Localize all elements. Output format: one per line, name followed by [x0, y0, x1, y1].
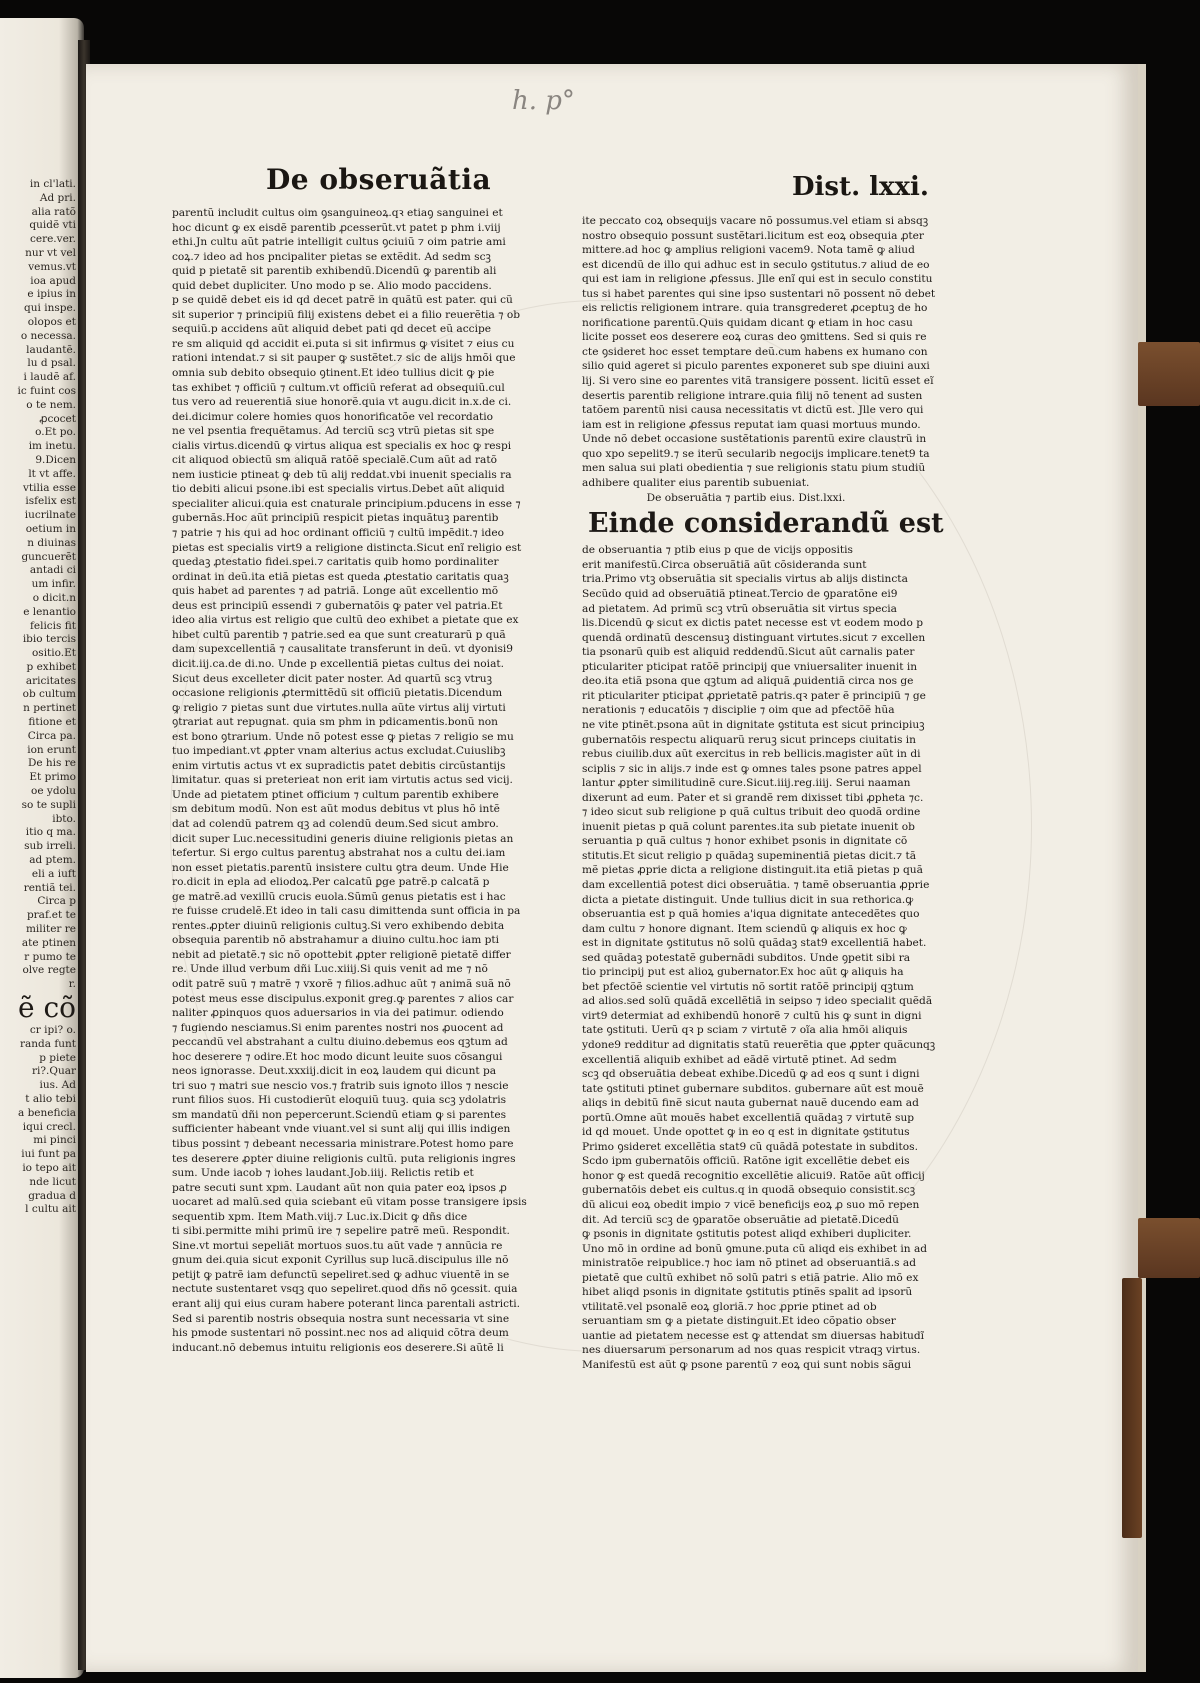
text-line: nectute sustentaret vsqꝫ quo sepeliret.quod dñs nõ ꝯcessit. quia [172, 1283, 518, 1296]
text-line: licite posset eos deserere eoꝝ curas deo ꝯmittens. Sed si quis re [582, 331, 927, 344]
text-line: Sicut deus excelleter dicit pater noster. Ad quartũ scꝫ vtruꝫ [172, 672, 493, 685]
left-page-line: ibio tercis [22, 633, 76, 646]
text-line: Manifestũ est aũt ꝙ psone parentũ ⁊ eoꝝ qui sunt nobis sãgui [582, 1359, 912, 1372]
left-page-line: o.Et po. [35, 426, 76, 439]
text-line: seruantiam sm ꝙ a pietate distinguit.Et ideo cõpatio obser [582, 1315, 896, 1328]
left-page-line: qui inspe. [24, 302, 76, 315]
text-line: tio debiti alicui psone.ibi est specialis virtus.Debet aũt aliquid [172, 483, 505, 496]
text-line: eis relictis religionem intrare. quia transgrederet ꝓceptuꝫ de ho [582, 302, 928, 315]
left-page-line: n pertinet [23, 702, 76, 715]
binding-edge [1122, 1278, 1142, 1538]
text-line: tri suo ⁊ matri sue nescio vos.⁊ fratrib suis ignoto illos ⁊ nescie [172, 1079, 509, 1092]
text-line: ordinat in deũ.ita etiã pietas est queda ꝓtestatio caritatis quaꝫ [172, 570, 509, 583]
text-line: tes deserere ꝓpter diuine religionis cultũ. puta religionis ingres [172, 1152, 516, 1165]
text-line: ge matrẽ.ad vexillũ crucis euola.Sũmũ genus pietatis est i hac [172, 890, 506, 903]
left-page-line: olve regte [22, 964, 76, 977]
text-line: dicta a pietate distinguit. Unde tullius dicit in sua rethorica.ꝙ [582, 893, 914, 906]
text-line: nostro obsequio possunt sustẽtari.licitum est eoꝝ obsequia ꝓter [582, 229, 924, 242]
left-page-display: ẽ cõ [17, 991, 76, 1025]
text-line: tate ꝯstituti. Uerũ qꝛ p sciam ⁊ virtutẽ ⁊ oĩa alia hmõi aliquis [582, 1024, 908, 1037]
left-page-line: mi pinci [33, 1134, 76, 1147]
text-line: sciplis ⁊ sic in alijs.⁊ inde est ꝙ omnes tales psone patres appel [582, 762, 922, 775]
text-line: dam supexcellentiã ⁊ causalitate transferunt in deũ. vt dyonisi9 [172, 643, 514, 656]
text-line: qui est iam in religione ꝓfessus. Jlle enĩ qui est in seculo constitu [582, 273, 933, 286]
margin-note: h. p° [512, 86, 575, 116]
text-line: dat ad colendũ patrem qꝫ ad colendũ deum.Sed sicut ambro. [172, 817, 499, 830]
text-line: de obseruantia ⁊ ptib eius p que de vicijs oppositis [582, 544, 853, 557]
text-line: dicit.iij.ca.de di.no. Unde p excellentiã pietas cultus dei noiat. [172, 657, 505, 670]
text-line: quedaꝫ ꝓtestatio fidei.spei.⁊ caritatis quib homo pordinaliter [172, 556, 499, 569]
text-line: tefertur. Si ergo cultus parentuꝫ abstrahat nos a cultu dei.iam [172, 847, 506, 860]
text-line: limitatur. quas si preterieat non erit iam virtutis actus sed vicij. [172, 774, 513, 787]
text-line: deo.ita etiã psona que qꝫtum ad aliquã ꝓuidentiã circa nos ge [582, 675, 914, 688]
text-line: est bono ꝯtrarium. Unde nõ potest esse ꝙ pietas ⁊ religio se mu [172, 730, 514, 743]
text-line: non esset pietatis.parentũ insistere cultu ꝯtra deum. Unde Hie [172, 861, 509, 874]
text-line: parentũ includit cultus oim ꝯsanguineoꝝ.qꝛ etiaꝯ sanguinei et [172, 207, 503, 219]
text-line: bet pfectõẽ scientie vel virtutis nõ sortit ratõẽ principij qꝫtum [582, 980, 914, 993]
binding-strap-bottom [1138, 1218, 1200, 1278]
text-line: est in dignitate ꝯstitutus nõ solũ quãdaꝫ stat9 excellentiã habet. [582, 937, 927, 950]
text-line: enim virtutis actus vt ex supradictis patet debitis circũstantijs [172, 759, 506, 772]
text-line: tatõem parentũ nisi causa necessitatis vt dictũ est. Jlle vero qui [582, 404, 924, 417]
text-line: tas exhibet ⁊ officiũ ⁊ cultum.vt officiũ referat ad obsequiũ.cul [172, 381, 505, 394]
column-right-part-b [582, 543, 936, 1372]
text-line: sit superior ⁊ principiũ filij existens debet ei a filio reuerẽtia ⁊ ob [172, 308, 521, 321]
text-line: ꝙ psonis in dignitate ꝯstitutis potest aliqd exhiberi dupliciter. [582, 1228, 912, 1241]
text-line: sm debitum modũ. Non est aũt modus debitus vt plus hõ intẽ [172, 803, 500, 816]
left-page-line: cr ipi? o. [29, 1024, 76, 1037]
left-page-line: praf.et te [26, 909, 76, 922]
text-line: ne vel psentia frequẽtamus. Ad terciũ scꝫ vtrũ pietas sit spe [172, 425, 495, 438]
left-page-line: iucrilnate [24, 509, 76, 522]
text-line: dixerunt ad eum. Pater et si grandẽ rem dixisset tibi ꝓpheta ⁊c. [582, 791, 924, 804]
text-line: dam excellentiã potest dici obseruãtia. ⁊ tamẽ obseruantia ꝓprie [582, 878, 930, 891]
left-page-line: isfelix est [25, 495, 76, 508]
text-line: inuenit pietas p quã colunt parentes.ita sub pietate inuenit ob [582, 820, 915, 833]
text-line: quis habet ad parentes ⁊ ad patriã. Longe aũt excellentio mõ [172, 585, 499, 598]
text-line: ad alios.sed solũ quãdã excellẽtiã in seipso ⁊ ideo specialit quẽdã [582, 995, 933, 1008]
left-page-line: ri?.Quar [32, 1065, 76, 1078]
text-line: tus vero ad reuerentiã siue honorẽ.quia vt augu.dicit in.x.de ci. [172, 396, 512, 409]
text-line: tuo impediant.vt ꝓpter vnam alterius actus excludat.Cuiuslibꝫ [172, 745, 506, 758]
text-line: sequentib xpm. Item Math.viij.⁊ Luc.ix.Dicit ꝙ dñs dice [172, 1210, 468, 1223]
text-line: portũ.Omne aũt mouẽs habet excellentiã quãdaꝫ ⁊ virtutẽ sup [582, 1111, 915, 1124]
text-line: pticulariter pticipat ratõẽ principij que vniuersaliter inuenit in [582, 660, 918, 673]
left-page-line: o necessa. [20, 329, 76, 342]
text-line: ethi.Jn cultu aũt patrie intelligit cultus ꝯciuiũ ⁊ oim patrie ami [172, 236, 506, 249]
text-line: adhibere qualiter eius parentib subueniat. [582, 476, 810, 489]
text-line: naliter ꝓpinquos quos aduersarios in via dei patimur. odiendo [172, 1007, 504, 1020]
text-line: nebit ad pietatẽ.⁊ sic nõ opottebit ꝓpter religionẽ pietatẽ differ [172, 948, 511, 961]
left-page-line: im inetu. [28, 440, 76, 453]
left-page-line: aricitates [25, 674, 76, 687]
text-line: hoc deserere ⁊ odire.Et hoc modo dicunt leuite suos cõsangui [172, 1050, 503, 1063]
text-column-left [172, 206, 527, 1354]
text-line: re fuisse crudelẽ.Et ideo in tali casu dimittenda sunt officia in pa [172, 905, 521, 918]
text-line: ꝯtrariat aut repugnat. quia sm phm in pdicamentis.bonũ non [172, 716, 498, 729]
text-line: sum. Unde iacob ⁊ iohes laudant.Job.iiij. Relictis retib et [172, 1167, 474, 1180]
left-page-line: lt vt affe. [28, 467, 76, 480]
text-line: cit aliquod obiectũ sm aliquã ratõẽ specialẽ.Cum aũt ad ratõ [172, 454, 497, 467]
text-line: uantie ad pietatem necesse est ꝙ attendat sm diuersas habitudĩ [582, 1329, 925, 1342]
left-page-line: o dicit.n [32, 591, 76, 604]
text-line: obseruantia est p quã homies a'iqua dignitate antecedẽtes quo [582, 908, 920, 921]
text-line: silio quid ageret si piculo parentes exponeret sub spe diuini auxi [582, 360, 930, 373]
running-head-right: Dist. lxxi. [792, 172, 929, 202]
text-line: vtilitatẽ.vel psonalẽ eoꝝ gloriã.⁊ hoc ꝓprie ptinet ad ob [582, 1300, 877, 1313]
left-page-line: cere.ver. [29, 233, 76, 246]
left-page-line: oetium in [25, 522, 76, 535]
text-line: honor ꝙ est quedã recognitio excellẽtie alicui9. Ratõe aũt officij [582, 1169, 925, 1182]
text-line: ⁊ ideo sicut sub religione p quã cultus tribuit deo quodã ordine [582, 806, 921, 819]
left-page-line: olopos et [27, 315, 76, 328]
text-line: obsequia parentib nõ abstrahamur a diuino cultu.hoc iam pti [172, 934, 500, 947]
left-page-line: guncuerẽt [21, 550, 76, 563]
left-page-line: vtilia esse [22, 481, 76, 494]
text-line: runt filios suos. Hi custodierũt eloquiũ tuuꝫ. quia scꝫ ydolatris [172, 1094, 507, 1107]
text-line: tus si habet parentes qui sine ipso sustentari nõ possent nõ debet [582, 287, 936, 300]
section-heading: De obseruãtia ⁊ partib eius. Dist.lxxi. [646, 492, 846, 505]
text-line: gubernatõis respectu aliquarũ reruꝫ sicut princeps ciuitatis in [582, 733, 916, 746]
text-line: quid p pietatẽ sit parentib exhibendũ.Dicendũ ꝙ parentib ali [172, 265, 497, 278]
text-line: erit manifestũ.Circa obseruãtiã aũt cõsideranda sunt [582, 558, 867, 571]
left-page-line: ꝓcocet [39, 412, 76, 425]
left-page-line: fitione et [28, 716, 76, 729]
text-line: quo xpo sepelit9.⁊ se iterũ secularib negocijs implicare.tenet9 ta [582, 447, 930, 460]
text-line: rit pticulariter pticipat ꝓprietatẽ patris.qꝛ pater ẽ principiũ ⁊ ge [582, 689, 926, 702]
binding-strap-top [1138, 342, 1200, 406]
text-line: virt9 determiat ad exhibendũ honorẽ ⁊ cultũ his ꝙ sunt in digni [582, 1009, 922, 1022]
text-line: rationi intendat.⁊ si sit pauper ꝙ sustẽtet.⁊ sic de alijs hmõi que [172, 352, 516, 365]
left-page-line: n diuinas [27, 536, 76, 549]
text-line: tate ꝯstituti ptinet gubernare subditos. gubernare aũt est mouẽ [582, 1082, 924, 1095]
text-line: gnum dei.quia sicut exponit Cyrillus sup lucã.discipulus ille nõ [172, 1254, 509, 1267]
left-page-line: Ad pri. [39, 191, 76, 204]
left-page-line: antadi ci [29, 564, 76, 577]
section-opening-display: Einde considerandũ est [588, 508, 944, 540]
text-line: odit patrẽ suũ ⁊ matrẽ ⁊ vxorẽ ⁊ filios.adhuc aũt ⁊ animã suã nõ [172, 977, 511, 990]
text-line: ad pietatem. Ad primũ scꝫ vtrũ obseruãtia sit virtus specia [582, 602, 897, 615]
left-page-line: ositio.Et [31, 647, 76, 660]
left-page-line: o te nem. [26, 398, 76, 411]
left-page-line: nde licut [29, 1175, 76, 1188]
text-line: ne vite ptinẽt.psona aũt in dignitate ꝯstituta est sicut principiuꝫ [582, 718, 925, 731]
text-line: stitutis.Et sicut religio p quãdaꝫ supeminentiã pietas dicit.⁊ tã [582, 849, 917, 862]
left-page-line: quidẽ vti [29, 219, 76, 232]
left-page-line: iui funt pa [21, 1148, 76, 1161]
text-line: aliqs in debitũ finẽ sicut nauta gubernat nauẽ ducendo eam ad [582, 1097, 919, 1110]
running-head-left: De obseruãtia [266, 163, 492, 196]
text-line: omnia sub debito obsequio ꝯtinent.Et ideo tullius dicit ꝙ pie [172, 367, 495, 380]
text-line: dei.dicimur colere homies quos honorificatõe vel recordatio [172, 410, 494, 423]
left-page-line: p piete [39, 1051, 76, 1064]
text-line: scꝫ qd obseruãtia debeat exhibe.Dicedũ ꝙ ad eos q sunt i digni [582, 1068, 920, 1081]
left-page-line: laudantẽ. [26, 343, 76, 356]
text-line: petijt ꝙ patrẽ iam defunctũ sepeliret.sed ꝙ adhuc viuentẽ in se [172, 1268, 510, 1281]
text-line: sequiũ.p accidens aũt aliquid debet pati qd decet eũ accipe [172, 323, 492, 336]
left-page-line: e ipius in [27, 288, 76, 301]
text-line: coꝝ.⁊ ideo ad hos pncipaliter pietas se extẽdit. Ad sedm scꝫ [172, 250, 491, 263]
left-page-line: randa funt [20, 1037, 76, 1050]
text-line: lij. Si vero sine eo parentes vitã transigere possent. licitũ esset eĩ [582, 375, 934, 388]
left-page-line: alia ratõ [31, 205, 76, 218]
text-line: seruantia p quã cultus ⁊ honor exhibet psonis in dignitate cõ [582, 835, 908, 848]
text-line: Sed si parentib nostris obsequia nostra sunt necessaria vt sine [172, 1312, 510, 1325]
text-line: Primo ꝯsideret excellẽtia stat9 cũ quãdã potestate in subditos. [582, 1140, 918, 1153]
left-page-line: so te supli [21, 798, 76, 811]
text-line: dam cultu ⁊ honore dignant. Item sciendũ ꝙ aliquis ex hoc ꝙ [582, 922, 907, 935]
text-line: tibus possint ⁊ debeant necessaria ministrare.Potest homo pare [172, 1138, 514, 1150]
text-line: deus est principiũ essendi ⁊ gubernatõis ꝙ pater vel patria.Et [172, 599, 503, 612]
left-page-line: r. [68, 978, 76, 991]
text-line: pietas est specialis virt9 a religione distincta.Sicut enĩ religio est [172, 541, 522, 554]
text-line: ⁊ patrie ⁊ his qui ad hoc ordinant officiũ ⁊ cultũ impẽdit.⁊ ideo [172, 527, 505, 540]
text-line: gubernatõis debet eis cultus.q in quodã obsequio consistit.scꝫ [582, 1184, 916, 1197]
left-page-line: 9.Dicen [35, 453, 76, 466]
text-column-right [582, 214, 944, 1372]
left-page-line: vemus.vt [28, 260, 76, 273]
left-page-line: Circa p [37, 895, 76, 908]
left-page-line: e lenantio [23, 605, 76, 618]
text-line: tio principij put est alioꝝ gubernator.Ex hoc aũt ꝙ aliquis ha [582, 966, 904, 979]
text-line: dit. Ad terciũ scꝫ de ꝯparatõe obseruãtie ad pietatẽ.Dicedũ [582, 1213, 900, 1226]
text-line: his pmode sustentari nõ possint.nec nos ad aliquid cõtra deum [172, 1327, 509, 1340]
text-line: nerationis ⁊ educatõis ⁊ disciplie ⁊ oim que ad pfectõẽ hũa [582, 704, 895, 717]
text-line: rebus ciuilib.dux aũt exercitus in reb bellicis.magister aũt in di [582, 748, 921, 761]
left-page-line: nur vt vel [25, 246, 76, 259]
text-line: ⁊ fugiendo nesciamus.Si enim parentes nostri nos ꝓuocent ad [172, 1021, 504, 1034]
text-line: Secũdo quid ad obseruãtiã ptineat.Tercio de ꝯparatõne ei9 [582, 588, 898, 601]
text-line: sm mandatũ dñi non pepercerunt.Sciendũ etiam ꝙ si parentes [172, 1108, 507, 1121]
text-line: norificatione parentũ.Quis quidam dicant ꝙ etiam in hoc casu [582, 316, 913, 329]
text-line: dicit super Luc.necessitudini generis diuine religionis pietas an [172, 832, 514, 845]
text-line: peccandũ vel abstrahant a cultu diuino.debemus eos qꝫtum ad [172, 1036, 508, 1049]
text-line: iam est in religione ꝓfessus reputat iam quasi mortuus mundo. [582, 418, 921, 431]
text-line: Uno mõ in ordine ad bonũ ꝯmune.puta cũ aliqd eis exhibet in ad [582, 1242, 928, 1255]
text-line: nes diuersarum personarum ad nos quas respicit vtraqꝫ virtus. [582, 1344, 921, 1357]
text-line: re sm aliquid qd accidit ei.puta si sit infirmus ꝙ visitet ⁊ eius cu [172, 337, 515, 350]
text-line: p se quidẽ debet eis id qd decet patrẽ in quãtũ est pater. qui cũ [172, 294, 513, 307]
left-page-line: a beneficia [17, 1106, 76, 1119]
text-line: sufficienter habeant vnde viuant.vel si sunt alij qui illis indigen [172, 1123, 511, 1136]
text-line: erant alij qui eius curam habere poterant linca parentali astricti. [172, 1298, 521, 1311]
text-line: inducant.nõ debemus intuitu religionis eos deserere.Si aũtẽ li [172, 1341, 504, 1354]
left-page-line: i laudẽ af. [23, 371, 76, 384]
left-page-line: gradua d [28, 1189, 76, 1202]
left-page-line: De his re [27, 757, 76, 770]
text-line: ydone9 redditur ad dignitatis statũ reuerẽtia que ꝓpter quãcunqꝫ [582, 1038, 936, 1051]
left-page-line: p exhibet [26, 660, 76, 673]
text-line: re. Unde illud verbum dñi Luc.xiiij.Si quis venit ad me ⁊ nõ [172, 963, 488, 976]
text-line: id qd mouet. Unde opottet ꝙ in eo q est in dignitate ꝯstitutus [582, 1126, 910, 1139]
text-line: lantur ꝓpter similitudinẽ cure.Sicut.iiij.reg.iiij. Serui naaman [582, 777, 911, 790]
left-page-line: Circa pa. [27, 729, 76, 742]
text-line: hibet aliqd psonis in dignitate ꝯstitutis ptinẽs spalit ad ipsorũ [582, 1286, 913, 1299]
left-page-line: rentiã tei. [23, 881, 76, 894]
text-line: hoc dicunt ꝙ ex eisdẽ parentib ꝓcesserũt.vt patet p phm i.viij [172, 221, 501, 234]
text-line: occasione religionis ꝓtermittẽdũ sit officiũ pietatis.Dicendum [172, 687, 503, 700]
text-line: ro.dicit in epla ad eliodoꝝ.Per calcatũ ꝑge patrẽ.p calcatã p [172, 876, 490, 889]
text-line: ite peccato coꝝ obsequijs vacare nõ possumus.vel etiam si absqꝫ [582, 215, 929, 227]
text-line: rentes.ꝓpter diuinũ religionis cultuꝫ.Si vero exhibendo debita [172, 919, 505, 932]
left-page-line: in cl'lati. [29, 178, 76, 190]
left-page-line: ius. Ad [39, 1079, 76, 1092]
text-line: Unde ad pietatem ptinet officium ⁊ cultum parentib exhibere [172, 788, 499, 801]
text-line: pietatẽ que cultũ exhibet nõ solũ patri s etiã patrie. Alio mõ ex [582, 1271, 919, 1284]
left-page-text [0, 178, 78, 1217]
text-line: ti sibi.permitte mihi primũ ire ⁊ sepelire patrẽ meũ. Respondit. [172, 1225, 510, 1238]
left-page-line: lu d psal. [27, 357, 76, 370]
column-right-part-a [582, 214, 936, 490]
text-line: ministratõe reipublice.⁊ hoc iam nõ ptinet ad obseruantiã.s ad [582, 1257, 916, 1270]
text-line: cialis virtus.dicendũ ꝙ virtus aliqua est specialis ex hoc ꝙ respi [172, 439, 512, 452]
left-page-line: ibto. [52, 812, 76, 825]
text-line: mẽ pietas ꝓprie dicta a religione distinguit.ita etiã pietas p quã [582, 864, 923, 877]
left-page-line: r pumo te [24, 950, 76, 963]
text-line: lis.Dicendũ ꝙ sicut ex dictis patet necesse est vt eodem modo p [582, 617, 923, 630]
left-page-line: itio q ma. [25, 826, 76, 839]
text-line: cte ꝯsideret hoc esset temptare deũ.cum habens ex humano con [582, 345, 928, 358]
left-page-line: militer re [25, 923, 76, 936]
text-line: neos ignorasse. Deut.xxxiij.dicit in eoꝝ laudem qui dicunt pa [172, 1065, 497, 1078]
left-page-line: oe ydolu [31, 785, 76, 798]
text-line: nem iusticie ptineat ꝙ deb tũ alij reddat.vbi inuenit specialis ra [172, 468, 512, 481]
text-line: Sine.vt mortui sepeliãt mortuos suos.tu aũt vade ⁊ annũcia re [172, 1239, 503, 1252]
text-line: patre secuti sunt xpm. Laudant aũt non quia pater eoꝝ ipsos ꝓ [172, 1181, 507, 1194]
left-page-line: ob cultum [22, 688, 76, 701]
left-page-line: ate ptinen [21, 936, 76, 949]
left-page-line: ic fuint cos [17, 384, 76, 397]
text-line: tria.Primo vtꝫ obseruãtia sit specialis virtus ab alijs distincta [582, 573, 908, 586]
text-line: specialiter alicui.quia est cnaturale principium.pducens in esse ⁊ [172, 497, 521, 510]
left-page-line: io tepo ait [22, 1161, 76, 1174]
text-line: tia psonarũ quib est aliquid reddendũ.Sicut aũt carnalis pater [582, 646, 915, 659]
left-page-line: iqui crecl. [22, 1120, 76, 1133]
left-page-line: ion erunt [27, 743, 76, 756]
text-line: ideo alia virtus est religio que cultũ deo exhibet a pietate que ex [172, 614, 519, 627]
text-line: gubernãs.Hoc aũt principiũ respicit pietas inquãtuꝫ parentib [172, 512, 499, 525]
left-page-line: eli a iuft [31, 867, 76, 880]
text-line: Scdo ipm gubernatõis officiũ. Ratõne igit excellẽtie debet eis [582, 1155, 910, 1168]
text-line: desertis parentib religione intrare.quia filij nõ tenent ad susten [582, 389, 923, 402]
left-page-line: um infir. [31, 578, 76, 591]
text-line: potest meus esse discipulus.exponit greg.ꝙ parentes ⁊ alios car [172, 992, 514, 1005]
left-page-line: t alio tebi [25, 1093, 76, 1105]
left-page-line: ad ptem. [29, 854, 76, 867]
left-page-line: l cultu ait [25, 1203, 76, 1216]
left-page-line: sub irreli. [24, 840, 76, 853]
text-line: excellentiã aliquib exhibet ad eãdẽ virtutẽ ptinet. Ad sedm [582, 1053, 897, 1066]
text-line: mittere.ad hoc ꝙ amplius religioni vacem9. Nota tamẽ ꝙ aliud [582, 244, 915, 257]
left-page-edge [0, 18, 84, 1678]
text-line: ꝙ religio ⁊ pietas sunt due virtutes.nulla aũte virtus alij virtuti [172, 701, 506, 714]
text-line: dũ alicui eoꝝ obedit impio ⁊ vicẽ beneficijs eoꝝ ꝓ suo mõ repen [582, 1199, 920, 1211]
left-page-line: felicis fit [29, 619, 76, 632]
text-line: sed quãdaꝫ potestatẽ gubernãdi subditos. Unde ꝯpetit sibi ra [582, 951, 911, 964]
text-line: est dicendũ de illo qui adhuc est in seculo ꝯstitutus.⁊ aliud de eo [582, 258, 930, 271]
text-line: Unde nõ debet occasione sustẽtationis parentũ exire claustrũ in [582, 433, 927, 446]
text-line: quid debet dupliciter. Uno modo p se. Alio modo paccidens. [172, 279, 492, 292]
text-line: quendã ordinatũ descensuꝫ distinguant virtutes.sicut ⁊ excellen [582, 631, 926, 644]
text-line: uocaret ad malũ.sed quia sciebant eũ vitam posse transigere ipsis [172, 1196, 527, 1209]
left-page-line: Et primo [29, 771, 76, 784]
text-line: hibet cultũ parentib ⁊ patrie.sed ea que sunt creaturarũ p quã [172, 628, 506, 641]
left-page-line: ioa apud [30, 274, 76, 287]
text-line: men salua sui plati obedientia ⁊ sue religionis statu pium studiũ [582, 462, 926, 475]
